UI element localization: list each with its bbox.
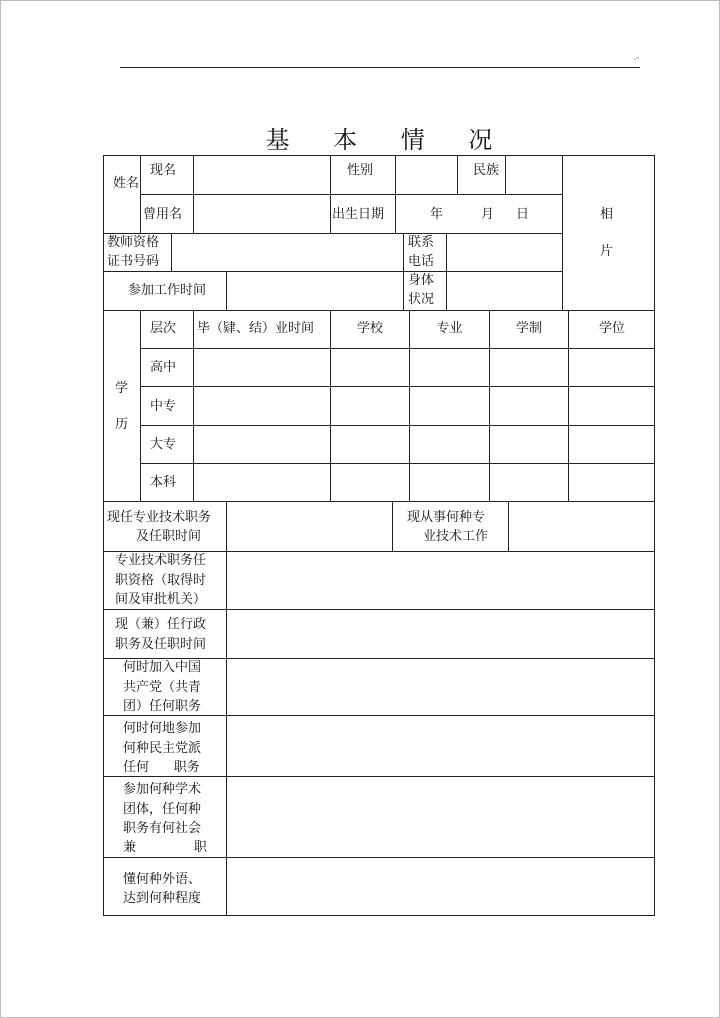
education-level-junior-college: 大专 bbox=[150, 437, 177, 452]
birth-day-label: 日 bbox=[516, 207, 530, 222]
party-label-line2: 共产党（共青 bbox=[123, 680, 202, 695]
birth-year-label: 年 bbox=[430, 207, 444, 222]
ethnicity-label: 民族 bbox=[473, 163, 500, 178]
education-header-graduation-time: 毕（肄、结）业时间 bbox=[197, 321, 315, 336]
education-level-secondary-vocational: 中专 bbox=[150, 399, 177, 414]
current-name-label: 现名 bbox=[150, 163, 177, 178]
health-label-line1: 身体 bbox=[408, 273, 435, 288]
birth-month-label: 月 bbox=[481, 207, 495, 222]
qualification-label-line3: 间及审批机关） bbox=[115, 592, 207, 607]
header-rule bbox=[120, 67, 640, 68]
admin-post-label-line1: 现（兼）任行政 bbox=[115, 617, 207, 632]
language-label-line2: 达到何种程度 bbox=[123, 891, 202, 906]
education-level-high-school: 高中 bbox=[150, 360, 177, 375]
form-title: 基 本 情 况 bbox=[265, 126, 511, 154]
education-header-school: 学校 bbox=[356, 321, 383, 336]
tech-post-label-line2: 及任职时间 bbox=[136, 529, 202, 544]
language-label-line1: 懂何种外语、 bbox=[123, 872, 202, 887]
education-group-label-top: 学 bbox=[115, 381, 129, 396]
work-start-label: 参加工作时间 bbox=[128, 283, 207, 298]
party-label-line3: 团）任何职务 bbox=[123, 699, 202, 714]
education-header-major: 专业 bbox=[436, 321, 463, 336]
teacher-cert-label-line1: 教师资格 bbox=[107, 235, 160, 250]
basic-info-form bbox=[103, 155, 655, 916]
former-name-label: 曾用名 bbox=[143, 207, 183, 222]
header-mark: .- bbox=[634, 53, 640, 62]
contact-label-line2: 电话 bbox=[408, 254, 435, 269]
contact-label-line1: 联系 bbox=[408, 235, 435, 250]
education-group-label-bottom: 历 bbox=[115, 417, 129, 432]
education-header-duration: 学制 bbox=[515, 321, 542, 336]
education-level-bachelor: 本科 bbox=[150, 475, 177, 490]
teacher-cert-label-line2: 证书号码 bbox=[107, 254, 160, 269]
health-label-line2: 状况 bbox=[408, 292, 435, 307]
party-label-line1: 何时加入中国 bbox=[123, 660, 202, 675]
academic-label-line4: 兼 职 bbox=[123, 840, 207, 855]
engaged-work-label-line2: 业技术工作 bbox=[423, 529, 489, 544]
education-header-level: 层次 bbox=[150, 321, 177, 336]
photo-label-bottom: 片 bbox=[600, 244, 614, 259]
democratic-party-label-line1: 何时何地参加 bbox=[123, 721, 202, 736]
academic-label-line2: 团体，任何种 bbox=[123, 802, 202, 817]
name-group-label: 姓名 bbox=[113, 176, 140, 191]
democratic-party-label-line3: 任何 职务 bbox=[123, 760, 200, 775]
birth-date-label: 出生日期 bbox=[332, 207, 385, 222]
gender-label: 性别 bbox=[347, 163, 374, 178]
democratic-party-label-line2: 何种民主党派 bbox=[123, 741, 202, 756]
qualification-label-line1: 专业技术职务任 bbox=[115, 553, 207, 568]
tech-post-label-line1: 现任专业技术职务 bbox=[107, 510, 212, 525]
engaged-work-label-line1: 现从事何种专 bbox=[407, 510, 486, 525]
academic-label-line1: 参加何种学术 bbox=[123, 782, 202, 797]
admin-post-label-line2: 职务及任职时间 bbox=[115, 637, 207, 652]
academic-label-line3: 职务有何社会 bbox=[123, 821, 202, 836]
qualification-label-line2: 职资格（取得时 bbox=[115, 573, 207, 588]
photo-label-top: 相 bbox=[600, 207, 614, 222]
education-header-degree: 学位 bbox=[598, 321, 625, 336]
